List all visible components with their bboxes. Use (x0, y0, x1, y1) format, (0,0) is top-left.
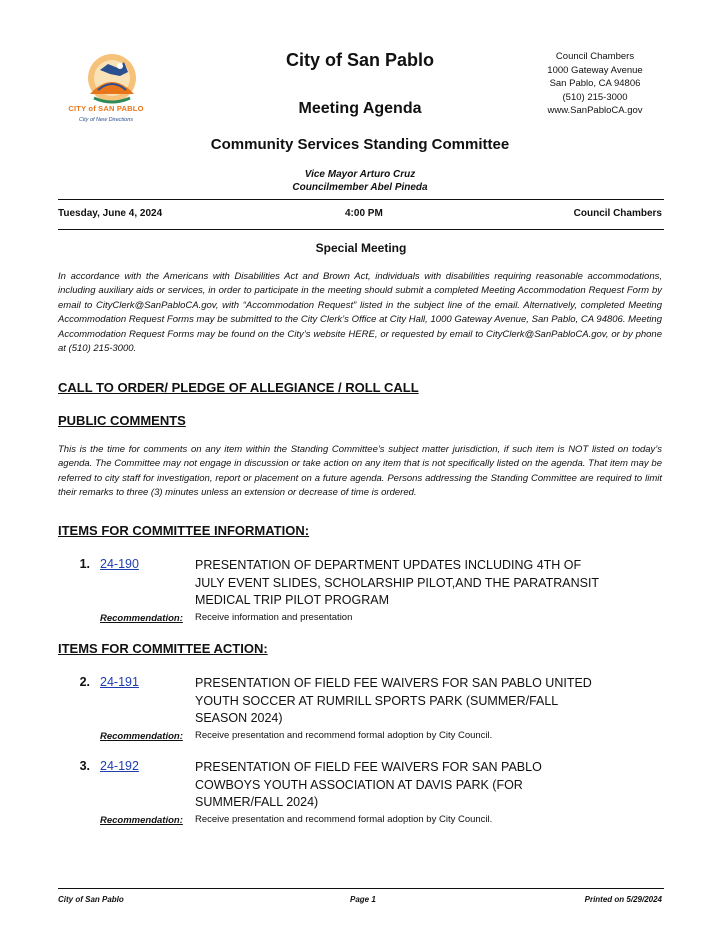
accessibility-notice: In accordance with the Americans with Disabilities Act and Brown Act, individuals with disabilities requiring reasonable accommodations, including auxiliary aids or services, in order to participate in the meeting should submit a completed Meeting Accommodation Request Form by email to CityClerk@SanPabloCA.gov, with “Accommodation Request” listed in the subject line of the email. Alternatively, completed Meeting Accommodation Request Forms may be submitted to the City Clerk’s Office at City Hall, 1000 Gateway Avenue, San Pablo, CA 94806. Meeting Accommodation Request Forms may be found on the City’s website HERE, or requested by email to CityClerk@SanPabloCA.gov, or by phone at (510) 215-3000. (58, 271, 662, 355)
item-link-24-191[interactable]: 24-191 (100, 675, 139, 689)
footer-page-number: Page 1 (350, 895, 376, 904)
committee-members (200, 168, 520, 194)
item-title-line: COWBOYS YOUTH ASSOCIATION AT DAVIS PARK (FOR (195, 777, 523, 792)
meeting-type: Special Meeting (315, 241, 407, 255)
contact-block (520, 50, 670, 118)
action-items-heading: ITEMS FOR COMMITTEE ACTION: (58, 641, 268, 656)
meeting-time: 4:00 PM (345, 208, 383, 219)
divider (58, 229, 664, 230)
item-number: 2. (79, 675, 90, 689)
item-title-line: JULY EVENT SLIDES, SCHOLARSHIP PILOT,AND THE PARATRANSIT (195, 575, 600, 590)
footer-city: City of San Pablo (58, 895, 124, 904)
item-title-line: SEASON 2024) (195, 711, 283, 725)
meeting-date: Tuesday, June 4, 2024 (58, 208, 163, 219)
item-link-24-192[interactable]: 24-192 (100, 759, 139, 773)
page-title: City of San Pablo (285, 50, 435, 70)
agenda-subtitle: Meeting Agenda (298, 100, 422, 117)
recommendation-label: Recommendation: (100, 731, 183, 742)
item-title-line: PRESENTATION OF FIELD FEE WAIVERS FOR SAN PABLO UNITED (195, 676, 592, 690)
contact-line: 1000 Gateway Avenue (547, 64, 643, 76)
city-seal-icon (70, 50, 160, 110)
item-title-line: PRESENTATION OF DEPARTMENT UPDATES INCLUDING 4TH OF (195, 558, 582, 572)
logo-city-text: CITY of SAN PABLO (68, 104, 144, 113)
public-comments-heading: PUBLIC COMMENTS (58, 413, 186, 428)
contact-line: San Pablo, CA 94806 (549, 78, 641, 89)
recommendation-text: Receive presentation and recommend formal adoption by City Council. (195, 814, 493, 825)
committee-name: Community Services Standing Committee (210, 136, 510, 153)
item-link-24-190[interactable]: 24-190 (100, 557, 139, 571)
item-title-line: SUMMER/FALL 2024) (195, 795, 319, 809)
member: Vice Mayor Arturo Cruz (304, 169, 416, 180)
meeting-location: Council Chambers (573, 208, 662, 219)
member: Councilmember Abel Pineda (292, 182, 428, 193)
public-comments-text: This is the time for comments on any item within the Standing Committee’s subject matter jurisdiction, if such item is NOT listed on today’s agenda. The Committee may not engage in discussion or take action on any item that is not specifically listed on the agenda. That item may be referred to city staff for investigation, report or placement on a future agenda. Persons addressing the Standing Committee are required to limit their remarks to three (3) minutes unless an extension or decrease of time is ordered. (58, 444, 662, 499)
recommendation-label: Recommendation: (100, 613, 183, 624)
logo-tagline: City of New Directions (78, 117, 134, 123)
divider (58, 199, 664, 200)
recommendation-text: Receive information and presentation (195, 612, 353, 623)
contact-line: (510) 215-3000 (562, 91, 628, 103)
item-title (195, 557, 635, 610)
recommendation-label: Recommendation: (100, 815, 183, 826)
item-number: 1. (79, 557, 90, 571)
item-title-line: YOUTH SOCCER AT RUMRILL SPORTS PARK (SUMMER/FALL (195, 693, 559, 708)
contact-line: Council Chambers (555, 51, 635, 62)
item-title (195, 675, 635, 728)
recommendation-text: Receive presentation and recommend formal adoption by City Council. (195, 730, 493, 741)
item-title-line: PRESENTATION OF FIELD FEE WAIVERS FOR SAN PABLO (195, 760, 542, 774)
footer-divider (58, 888, 664, 889)
item-title-line: MEDICAL TRIP PILOT PROGRAM (195, 593, 390, 607)
call-to-order-heading: CALL TO ORDER/ PLEDGE OF ALLEGIANCE / ROLL CALL (58, 380, 419, 395)
info-items-heading: ITEMS FOR COMMITTEE INFORMATION: (58, 523, 310, 538)
footer-printed-date: Printed on 5/29/2024 (584, 895, 662, 904)
item-title (195, 759, 635, 812)
item-number: 3. (79, 759, 90, 773)
contact-website[interactable]: www.SanPabloCA.gov (547, 105, 643, 116)
